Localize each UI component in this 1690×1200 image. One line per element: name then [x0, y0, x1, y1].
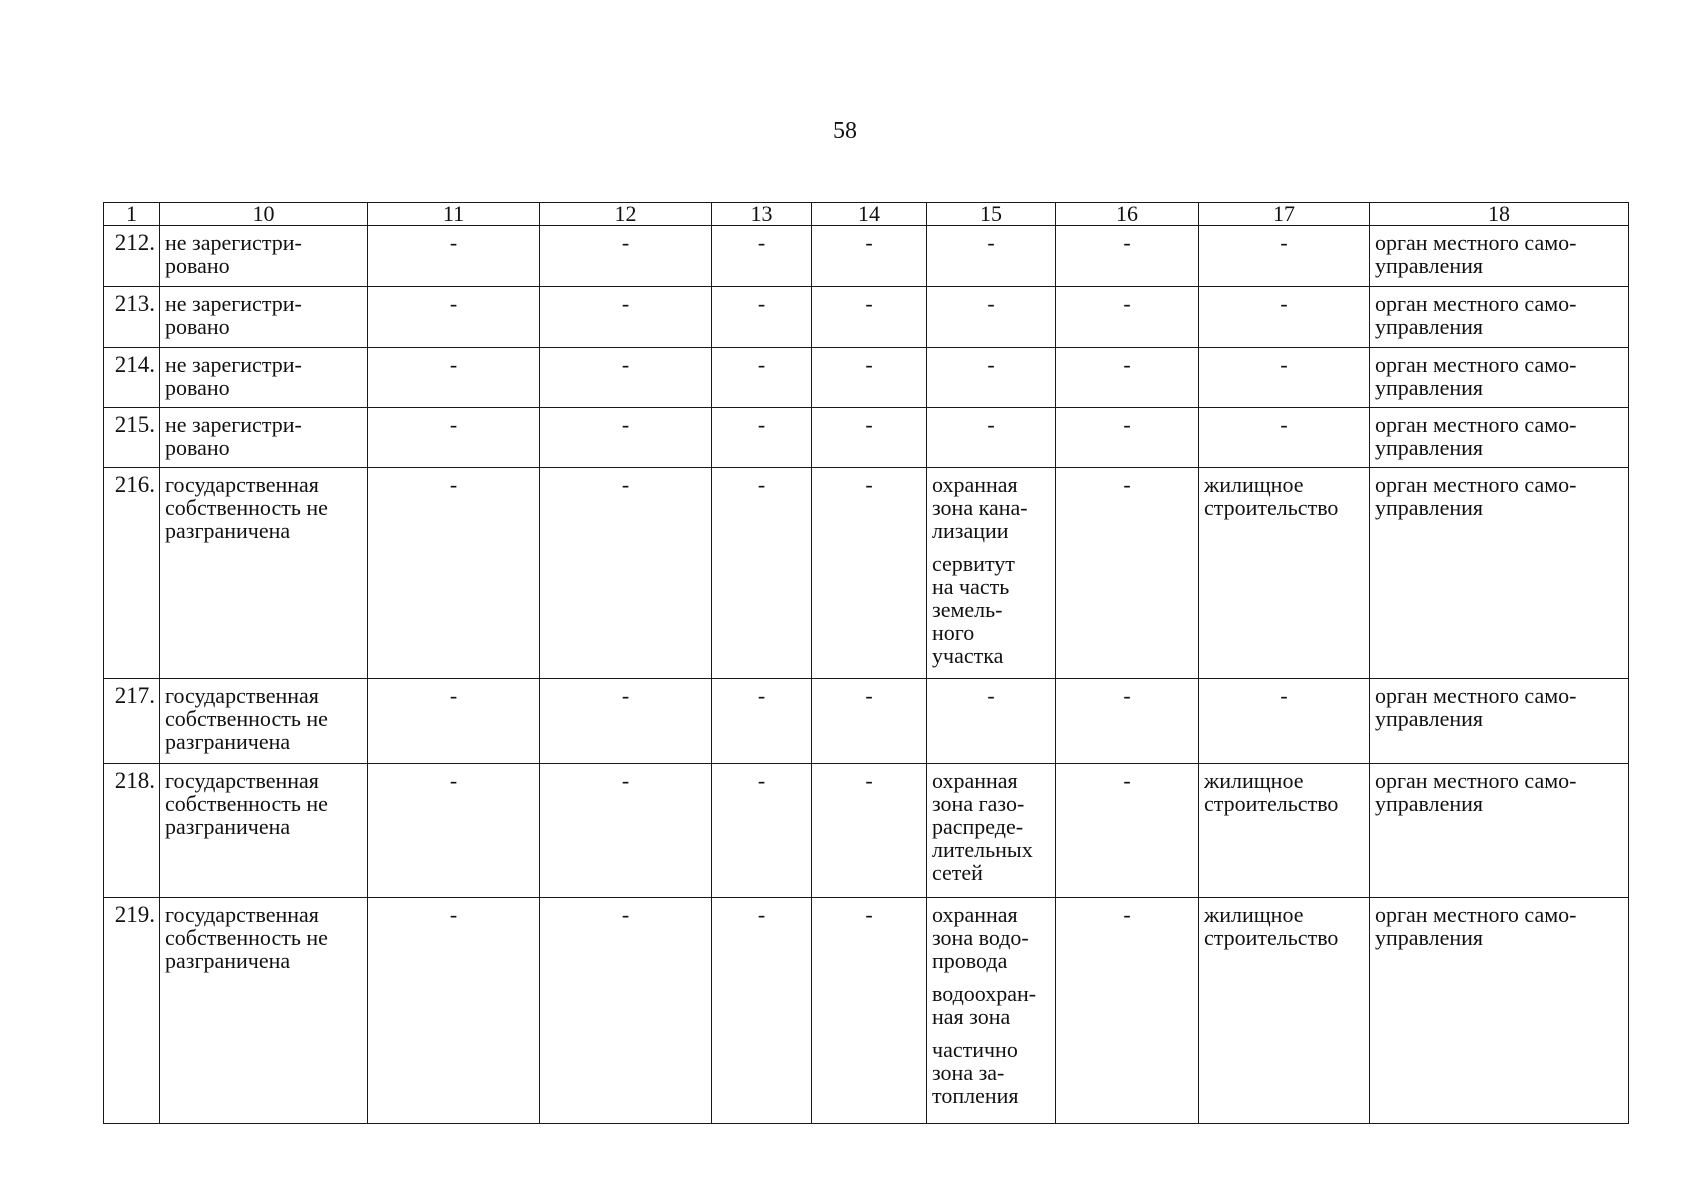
use-type-cell: жилищное строительство [1199, 468, 1370, 679]
use-type-cell: жилищное строительство [1199, 764, 1370, 898]
table-row [104, 408, 1629, 468]
table-row [104, 348, 1629, 408]
use-type-cell: - [1199, 408, 1370, 468]
use-type-cell: - [1199, 226, 1370, 287]
col-13-cell: - [712, 468, 812, 679]
ownership-cell: государственная собственность не разграничена [160, 764, 368, 898]
col-12-cell: - [540, 679, 712, 764]
column-header: 17 [1199, 203, 1370, 226]
encumbrance-cell [927, 898, 1056, 1124]
col-14-cell: - [812, 408, 927, 468]
use-type-cell: - [1199, 348, 1370, 408]
col-13-cell: - [712, 764, 812, 898]
col-11-cell: - [368, 408, 540, 468]
row-number: 212. [104, 226, 160, 287]
col-11-cell: - [368, 468, 540, 679]
col-11-cell: - [368, 287, 540, 348]
table-row [104, 468, 1629, 679]
row-number: 215. [104, 408, 160, 468]
table-row [104, 898, 1629, 1124]
table-row [104, 679, 1629, 764]
col-11-cell: - [368, 898, 540, 1124]
encumbrance-entry: частично зона за- топления [932, 1037, 1019, 1108]
col-12-cell: - [540, 348, 712, 408]
col-12-cell: - [540, 898, 712, 1124]
col-12-cell: - [540, 408, 712, 468]
authority-cell: орган местного само- управления [1370, 226, 1629, 287]
encumbrance-cell: - [927, 408, 1056, 468]
ownership-cell: не зарегистри- ровано [160, 348, 368, 408]
column-header: 10 [160, 203, 368, 226]
col-11-cell: - [368, 764, 540, 898]
authority-cell: орган местного само- управления [1370, 898, 1629, 1124]
row-number: 217. [104, 679, 160, 764]
col-12-cell: - [540, 287, 712, 348]
col-13-cell: - [712, 287, 812, 348]
page-number: 58 [833, 118, 857, 144]
col-16-cell: - [1056, 764, 1199, 898]
col-14-cell: - [812, 679, 927, 764]
authority-cell: орган местного само- управления [1370, 468, 1629, 679]
row-number: 216. [104, 468, 160, 679]
column-header: 13 [712, 203, 812, 226]
encumbrance-cell: - [927, 287, 1056, 348]
col-11-cell: - [368, 226, 540, 287]
col-13-cell: - [712, 408, 812, 468]
col-14-cell: - [812, 348, 927, 408]
row-number: 214. [104, 348, 160, 408]
column-header: 12 [540, 203, 712, 226]
col-13-cell: - [712, 226, 812, 287]
ownership-cell: не зарегистри- ровано [160, 226, 368, 287]
col-13-cell: - [712, 898, 812, 1124]
encumbrance-entry: сервитут на часть земель- ного участка [932, 551, 1015, 668]
column-header: 1 [104, 203, 160, 226]
col-14-cell: - [812, 898, 927, 1124]
col-12-cell: - [540, 468, 712, 679]
encumbrance-cell: - [927, 348, 1056, 408]
table-row [104, 226, 1629, 287]
use-type-cell: жилищное строительство [1199, 898, 1370, 1124]
row-number: 218. [104, 764, 160, 898]
ownership-cell: государственная собственность не разграничена [160, 679, 368, 764]
col-16-cell: - [1056, 679, 1199, 764]
row-number: 219. [104, 898, 160, 1124]
authority-cell: орган местного само- управления [1370, 764, 1629, 898]
encumbrance-cell: - [927, 226, 1056, 287]
ownership-cell: не зарегистри- ровано [160, 408, 368, 468]
col-13-cell: - [712, 348, 812, 408]
col-12-cell: - [540, 226, 712, 287]
column-header: 11 [368, 203, 540, 226]
col-16-cell: - [1056, 287, 1199, 348]
encumbrance-entry: охранная зона кана- лизации [932, 472, 1028, 543]
col-16-cell: - [1056, 468, 1199, 679]
encumbrance-entry: водоохран- ная зона [932, 981, 1037, 1029]
col-11-cell: - [368, 348, 540, 408]
use-type-cell: - [1199, 287, 1370, 348]
column-header: 18 [1370, 203, 1629, 226]
col-11-cell: - [368, 679, 540, 764]
encumbrance-entry: охранная зона газо- распреде- лительных сетей [932, 768, 1033, 885]
col-16-cell: - [1056, 348, 1199, 408]
encumbrance-cell [927, 764, 1056, 898]
encumbrance-entry: охранная зона водо- провода [932, 902, 1029, 973]
table-row [104, 287, 1629, 348]
header-row [104, 203, 1629, 226]
col-13-cell: - [712, 679, 812, 764]
data-table [103, 202, 1629, 1124]
col-14-cell: - [812, 468, 927, 679]
use-type-cell: - [1199, 679, 1370, 764]
col-16-cell: - [1056, 408, 1199, 468]
col-16-cell: - [1056, 226, 1199, 287]
row-number: 213. [104, 287, 160, 348]
authority-cell: орган местного само- управления [1370, 408, 1629, 468]
authority-cell: орган местного само- управления [1370, 679, 1629, 764]
col-12-cell: - [540, 764, 712, 898]
table-body [104, 226, 1629, 1124]
col-16-cell: - [1056, 898, 1199, 1124]
col-14-cell: - [812, 764, 927, 898]
encumbrance-cell [927, 468, 1056, 679]
table-row [104, 764, 1629, 898]
column-header: 16 [1056, 203, 1199, 226]
authority-cell: орган местного само- управления [1370, 348, 1629, 408]
ownership-cell: не зарегистри- ровано [160, 287, 368, 348]
column-header: 15 [927, 203, 1056, 226]
col-14-cell: - [812, 226, 927, 287]
authority-cell: орган местного само- управления [1370, 287, 1629, 348]
ownership-cell: государственная собственность не разграничена [160, 898, 368, 1124]
column-header: 14 [812, 203, 927, 226]
encumbrance-cell: - [927, 679, 1056, 764]
ownership-cell: государственная собственность не разграничена [160, 468, 368, 679]
col-14-cell: - [812, 287, 927, 348]
